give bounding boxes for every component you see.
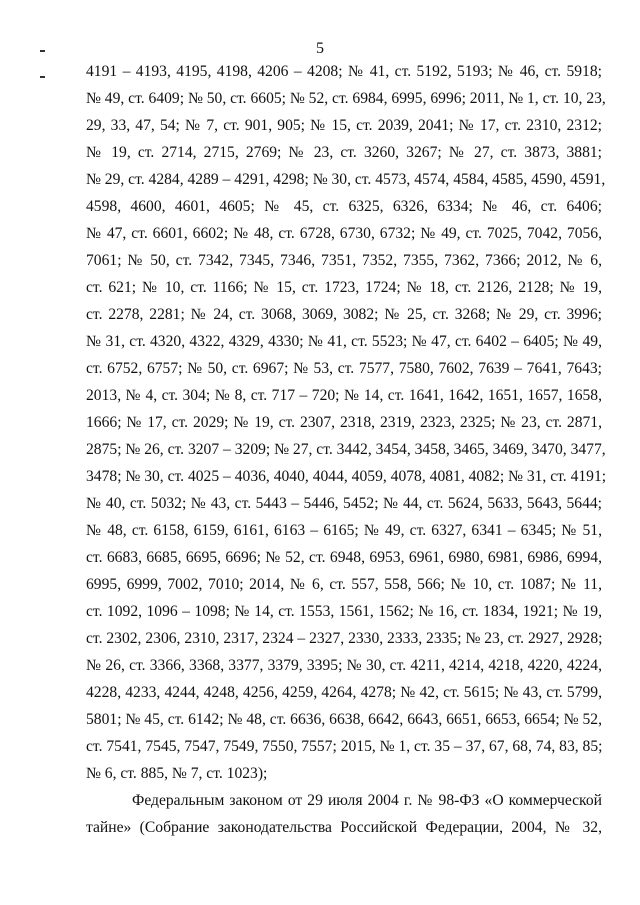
text-line: № 31, ст. 4320, 4322, 4329, 4330; № 41, ст. 5523; № 47, ст. 6402 – 6405; № 49, (86, 333, 602, 350)
text-line: 4228, 4233, 4244, 4248, 4256, 4259, 4264, 4278; № 42, ст. 5615; № 43, ст. 5799, (86, 684, 602, 701)
text-line: ст. 6683, 6685, 6695, 6696; № 52, ст. 6948, 6953, 6961, 6980, 6981, 6986, 6994, (86, 549, 602, 566)
text-line: ст. 7541, 7545, 7547, 7549, 7550, 7557; 2015, № 1, ст. 35 – 37, 67, 68, 74, 83, 85; (86, 738, 603, 755)
text-line: № 29, ст. 4284, 4289 – 4291, 4298; № 30, ст. 4573, 4574, 4584, 4585, 4590, 4591, (86, 171, 606, 188)
margin-mark (40, 76, 45, 78)
text-line: тайне» (Собрание законодательства Российской Федерации, 2004, № 32, (86, 819, 602, 836)
margin-mark (40, 50, 45, 52)
page-number: 5 (316, 40, 324, 57)
text-line: ст. 621; № 10, ст. 1166; № 15, ст. 1723, 1724; № 18, ст. 2126, 2128; № 19, (86, 279, 602, 296)
text-line: № 6, ст. 885, № 7, ст. 1023); (86, 765, 268, 782)
text-line: 4191 – 4193, 4195, 4198, 4206 – 4208; № 41, ст. 5192, 5193; № 46, ст. 5918; (86, 63, 602, 80)
text-line: № 40, ст. 5032; № 43, ст. 5443 – 5446, 5452; № 44, ст. 5624, 5633, 5643, 5644; (86, 495, 602, 512)
text-line: 3478; № 30, ст. 4025 – 4036, 4040, 4044, 4059, 4078, 4081, 4082; № 31, ст. 4191; (86, 468, 607, 485)
text-line: 29, 33, 47, 54; № 7, ст. 901, 905; № 15, ст. 2039, 2041; № 17, ст. 2310, 2312; (86, 117, 602, 134)
text-line: ст. 2278, 2281; № 24, ст. 3068, 3069, 3082; № 25, ст. 3268; № 29, ст. 3996; (86, 306, 602, 323)
text-line: 2875; № 26, ст. 3207 – 3209; № 27, ст. 3442, 3454, 3458, 3465, 3469, 3470, 3477, (86, 441, 606, 458)
text-line: 7061; № 50, ст. 7342, 7345, 7346, 7351, 7352, 7355, 7362, 7366; 2012, № 6, (86, 252, 602, 269)
text-line: 4598, 4600, 4601, 4605; № 45, ст. 6325, 6326, 6334; № 46, ст. 6406; (86, 198, 602, 215)
text-line: 1666; № 17, ст. 2029; № 19, ст. 2307, 2318, 2319, 2323, 2325; № 23, ст. 2871, (86, 414, 602, 431)
text-line: № 19, ст. 2714, 2715, 2769; № 23, ст. 3260, 3267; № 27, ст. 3873, 3881; (86, 144, 602, 161)
text-line: № 48, ст. 6158, 6159, 6161, 6163 – 6165; № 49, ст. 6327, 6341 – 6345; № 51, (86, 522, 602, 539)
text-line: Федеральным законом от 29 июля 2004 г. № 98-ФЗ «О коммерческой (132, 792, 602, 809)
text-line: № 26, ст. 3366, 3368, 3377, 3379, 3395; № 30, ст. 4211, 4214, 4218, 4220, 4224, (86, 657, 602, 674)
text-line: № 47, ст. 6601, 6602; № 48, ст. 6728, 6730, 6732; № 49, ст. 7025, 7042, 7056, (86, 225, 602, 242)
text-line: № 49, ст. 6409; № 50, ст. 6605; № 52, ст. 6984, 6995, 6996; 2011, № 1, ст. 10, 23, (86, 90, 606, 107)
text-line: 5801; № 45, ст. 6142; № 48, ст. 6636, 6638, 6642, 6643, 6651, 6653, 6654; № 52, (86, 711, 602, 728)
text-line: ст. 6752, 6757; № 50, ст. 6967; № 53, ст. 7577, 7580, 7602, 7639 – 7641, 7643; (86, 360, 602, 377)
text-line: ст. 1092, 1096 – 1098; № 14, ст. 1553, 1561, 1562; № 16, ст. 1834, 1921; № 19, (86, 603, 602, 620)
text-line: 6995, 6999, 7002, 7010; 2014, № 6, ст. 557, 558, 566; № 10, ст. 1087; № 11, (86, 576, 602, 593)
text-line: ст. 2302, 2306, 2310, 2317, 2324 – 2327, 2330, 2333, 2335; № 23, ст. 2927, 2928; (86, 630, 603, 647)
text-line: 2013, № 4, ст. 304; № 8, ст. 717 – 720; № 14, ст. 1641, 1642, 1651, 1657, 1658, (86, 387, 602, 404)
